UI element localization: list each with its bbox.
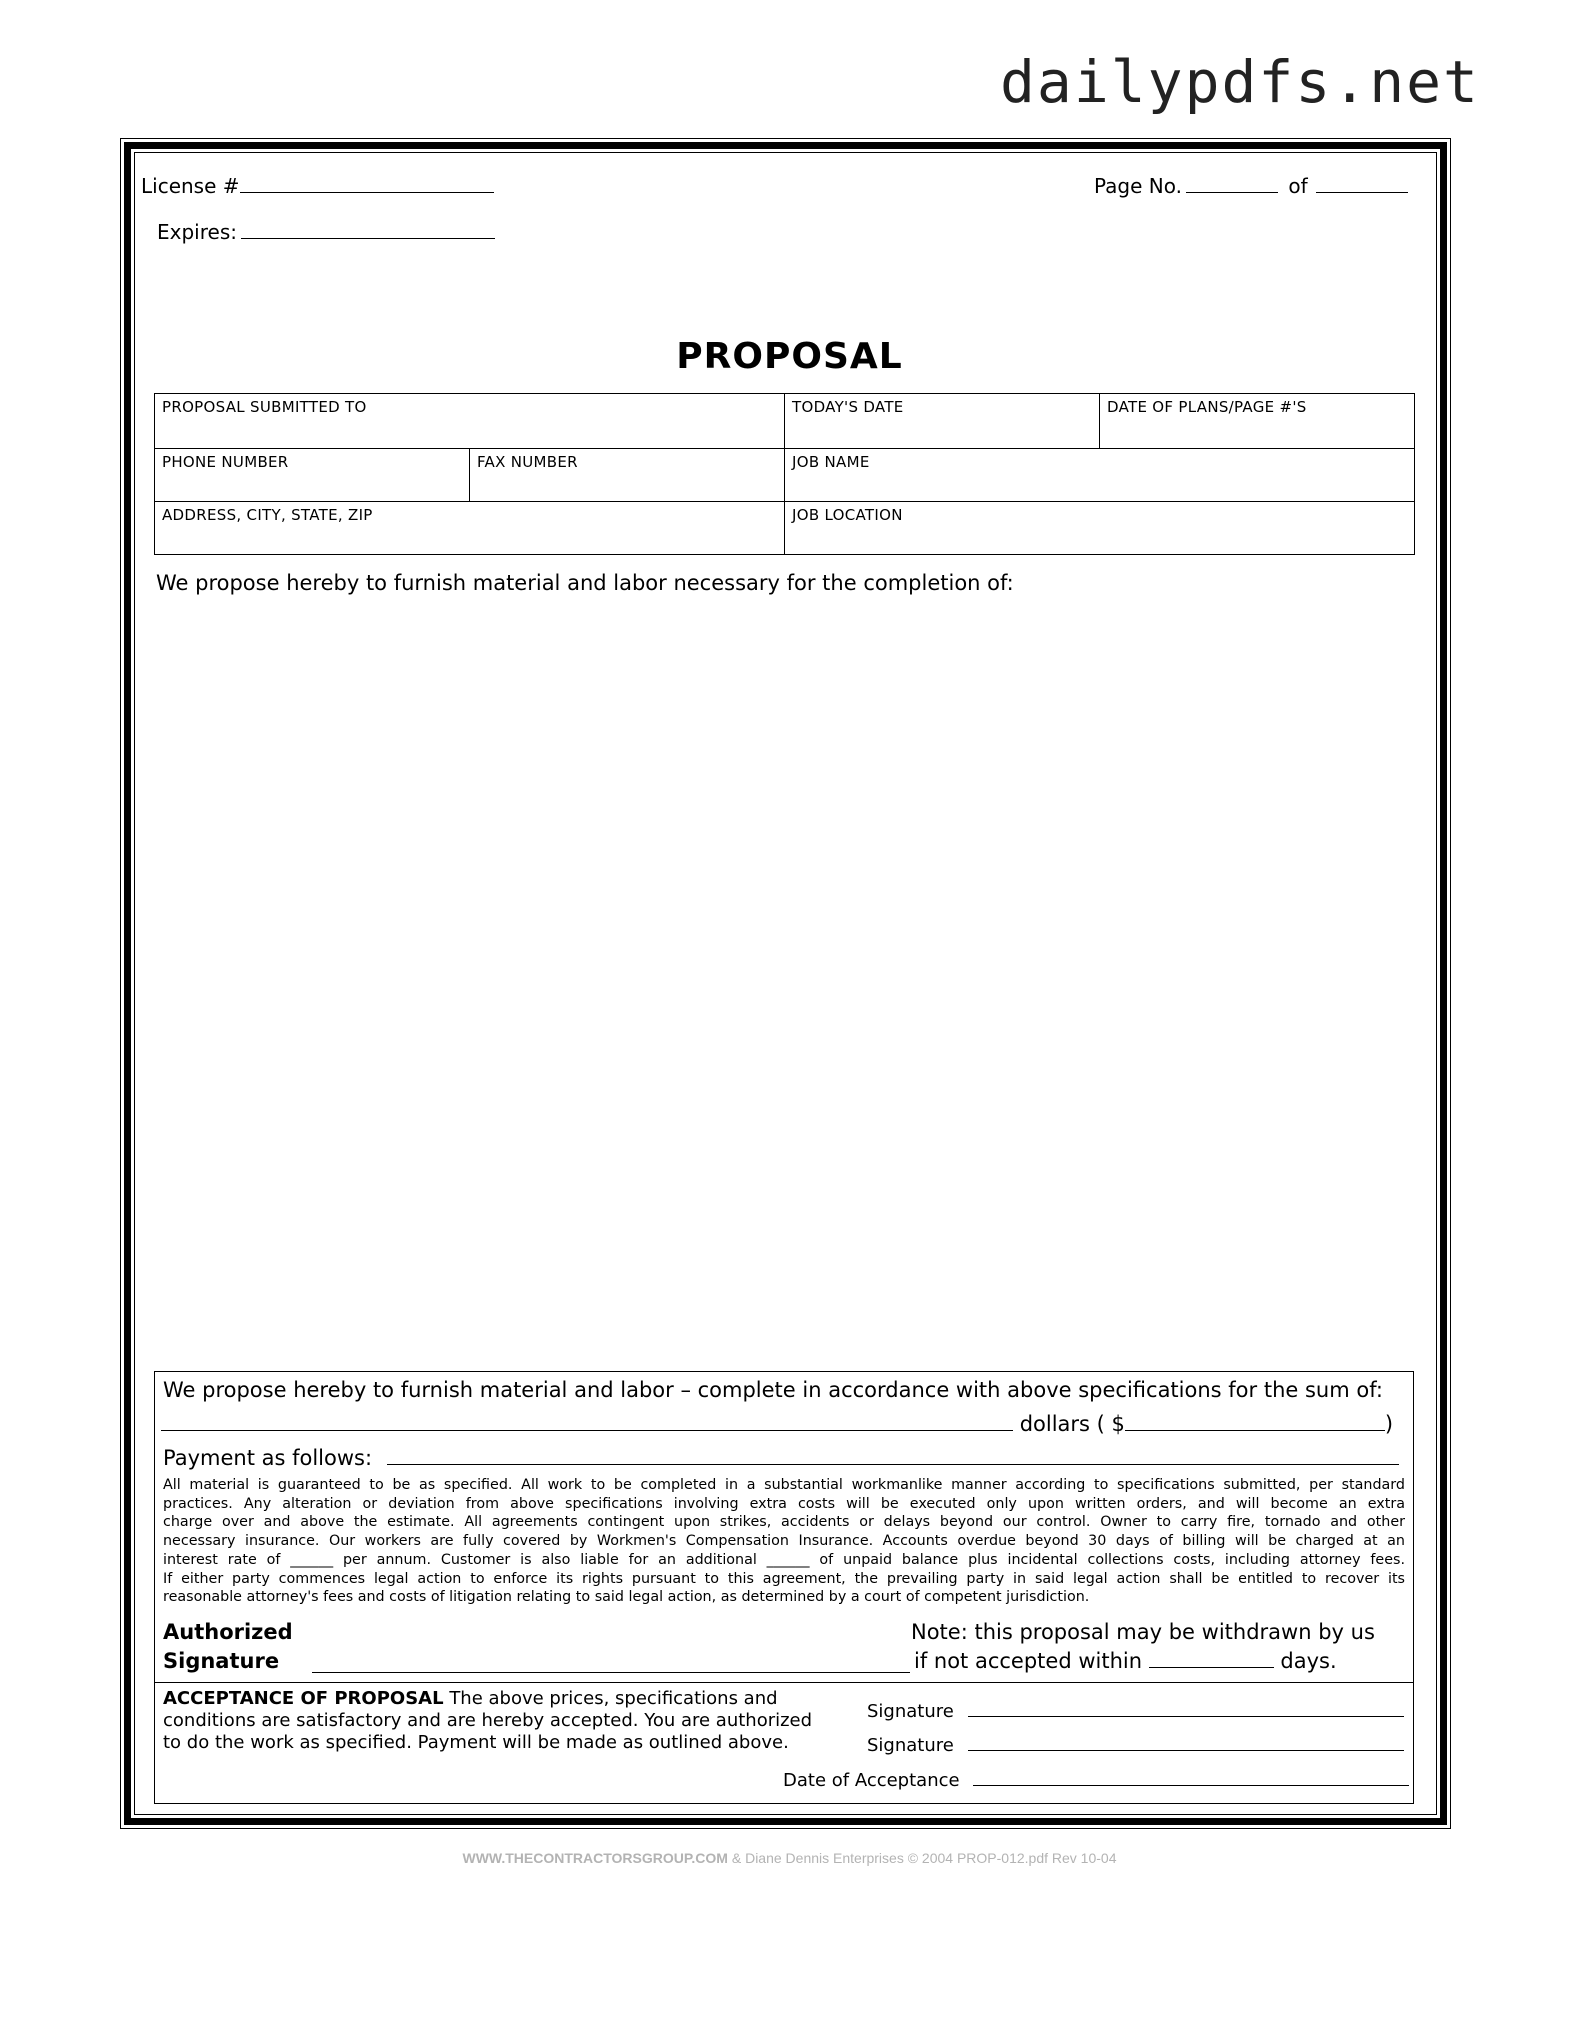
footer-copyright: & Diane Dennis Enterprises © 2004 PROP-012.pdf Rev 10-04 <box>727 1850 1117 1866</box>
acceptance-line: conditions are satisfactory and are hereby accepted. You are authorized <box>163 1710 813 1731</box>
cell-label: FAX NUMBER <box>477 453 578 471</box>
page-title: PROPOSAL <box>676 336 903 377</box>
withdrawal-note <box>911 1618 1375 1676</box>
signature1-label: Signature <box>867 1701 954 1722</box>
authorized-line: Authorized <box>163 1620 293 1644</box>
expires-label: Expires: <box>157 220 237 244</box>
acceptance-days-field[interactable] <box>1149 1649 1274 1668</box>
note-days: days. <box>1280 1649 1337 1673</box>
date-of-acceptance-row <box>783 1767 1409 1792</box>
expires-field[interactable] <box>241 220 495 239</box>
acceptance-divider <box>155 1682 1413 1683</box>
payment-label: Payment as follows: <box>163 1446 373 1470</box>
work-description-area[interactable] <box>154 610 1414 1350</box>
terms-line: All material is guaranteed to be as specified. All work to be completed in a substantial workmanlike manner according to specifications submitted, per standard <box>163 1477 1405 1493</box>
address-cell[interactable] <box>155 502 785 555</box>
date-of-acceptance-label: Date of Acceptance <box>783 1770 960 1791</box>
sum-words-field[interactable] <box>161 1412 1013 1431</box>
expires-row <box>157 220 495 244</box>
intro-text: We propose hereby to furnish material and labor necessary for the completion of: <box>156 571 1014 595</box>
cell-label: ADDRESS, CITY, STATE, ZIP <box>162 506 373 524</box>
proposal-submitted-to-cell[interactable] <box>155 394 785 449</box>
cell-label: PHONE NUMBER <box>162 453 289 471</box>
acceptance-line: to do the work as specified. Payment will be made as outlined above. <box>163 1732 789 1753</box>
date-of-plans-cell[interactable] <box>1100 394 1415 449</box>
payment-row <box>163 1446 1399 1470</box>
cell-label: JOB LOCATION <box>792 506 903 524</box>
footer-site-link[interactable]: WWW.THECONTRACTORSGROUP.COM <box>462 1850 728 1866</box>
proposal-info-table <box>154 393 1415 555</box>
dollars-label: dollars ( $ <box>1019 1412 1125 1436</box>
watermark: dailypdfs.net <box>1000 48 1480 116</box>
cell-label: TODAY'S DATE <box>792 398 904 416</box>
page-no-field[interactable] <box>1186 174 1278 193</box>
terms-line: interest rate of ______ per annum. Customer is also liable for an additional ______ of unpaid balance plus incidental collections costs, including attorney fees. <box>163 1551 1405 1568</box>
terms-line: reasonable attorney's fees and costs of litigation relating to said legal action, as determined by a court of competent jurisdiction. <box>163 1589 1090 1606</box>
signature1-row <box>867 1698 1404 1723</box>
terms-line: If either party commences legal action to enforce its rights pursuant to this agreement, the prevailing party in said legal action shall be entitled to recover its <box>163 1570 1405 1587</box>
terms-text <box>163 1476 1405 1607</box>
terms-line: practices. Any alteration or deviation from above specifications involving extra costs will be executed only upon written orders, and will become an extra <box>163 1495 1405 1512</box>
footer-credit <box>0 1850 1579 1866</box>
sum-box <box>154 1371 1414 1804</box>
job-location-cell[interactable] <box>785 502 1415 555</box>
license-field[interactable] <box>240 174 494 193</box>
cell-label: DATE OF PLANS/PAGE #'S <box>1107 398 1307 416</box>
signature-line-label: Signature <box>163 1649 280 1673</box>
note-line: Note: this proposal may be withdrawn by us <box>911 1620 1375 1644</box>
acceptance-text <box>163 1688 812 1754</box>
page-no-label: Page No. <box>1094 174 1182 198</box>
sum-statement: We propose hereby to furnish material and labor – complete in accordance with above specifications for the sum of: <box>163 1378 1383 1402</box>
terms-line: necessary insurance. Our workers are fully covered by Workmen's Compensation Insurance. Accounts overdue beyond 30 days of billing will be charged at an <box>163 1533 1405 1550</box>
acceptance-heading: ACCEPTANCE OF PROPOSAL <box>163 1688 444 1709</box>
signature2-label: Signature <box>867 1735 954 1756</box>
note-text: if not accepted within <box>914 1649 1143 1673</box>
date-of-acceptance-field[interactable] <box>973 1767 1409 1786</box>
fax-number-cell[interactable] <box>470 449 785 502</box>
signature2-row <box>867 1732 1404 1757</box>
terms-line: charge over and above the estimate. All agreements contingent upon strikes, accidents or delays beyond our control. Owner to carry fire, tornado and other <box>163 1514 1405 1531</box>
signature1-field[interactable] <box>968 1698 1404 1717</box>
note-line-2 <box>911 1647 1375 1676</box>
cell-label: JOB NAME <box>792 453 870 471</box>
page-number-row <box>1094 174 1408 198</box>
authorized-signature-field[interactable] <box>312 1654 910 1673</box>
signature2-field[interactable] <box>968 1732 1404 1751</box>
page-total-field[interactable] <box>1316 174 1408 193</box>
close-paren: ) <box>1384 1412 1394 1436</box>
license-row <box>141 174 494 198</box>
sum-row <box>161 1412 1393 1436</box>
job-name-cell[interactable] <box>785 449 1415 502</box>
authorized-signature-label <box>163 1618 293 1676</box>
sum-amount-field[interactable] <box>1125 1412 1385 1431</box>
phone-number-cell[interactable] <box>155 449 470 502</box>
page-of-label: of <box>1288 174 1308 198</box>
cell-label: PROPOSAL SUBMITTED TO <box>162 398 367 416</box>
todays-date-cell[interactable] <box>785 394 1100 449</box>
payment-field[interactable] <box>387 1446 1399 1465</box>
license-label: License # <box>141 174 240 198</box>
acceptance-line: The above prices, specifications and <box>449 1688 778 1709</box>
